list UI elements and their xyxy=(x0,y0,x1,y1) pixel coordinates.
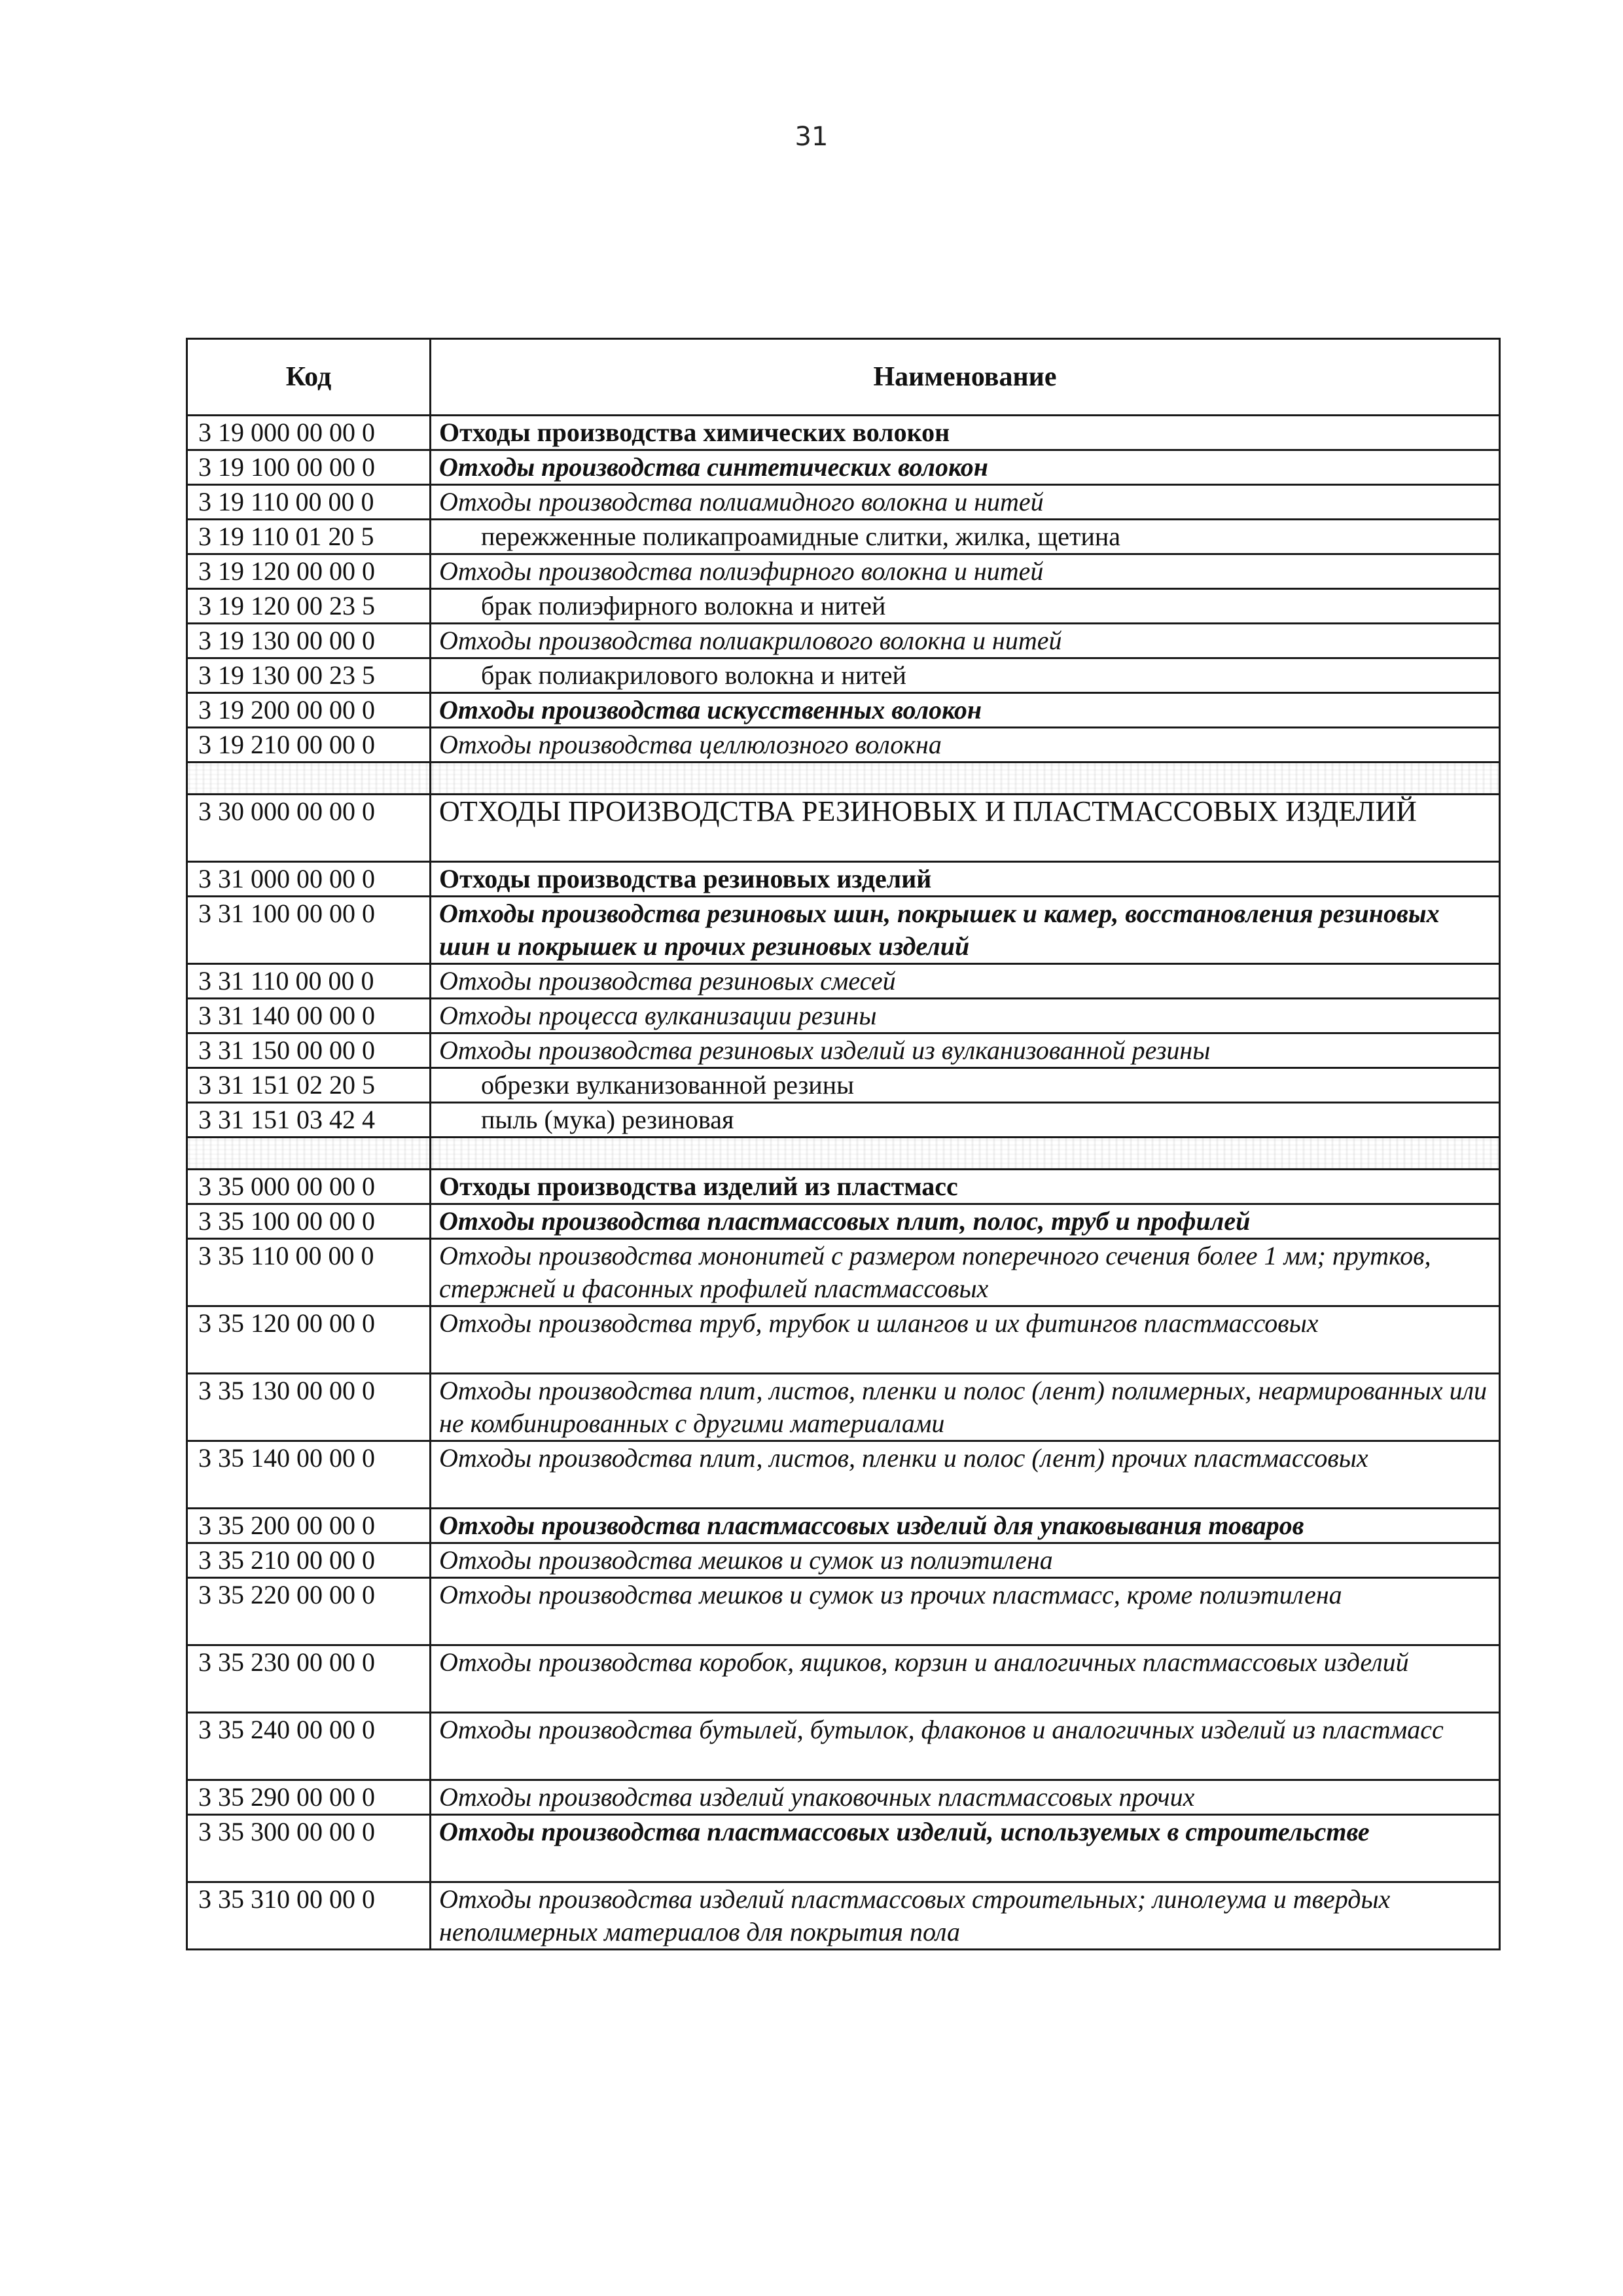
code-cell: 3 35 110 00 00 0 xyxy=(187,1239,431,1306)
code-cell: 3 35 200 00 00 0 xyxy=(187,1509,431,1543)
table-row xyxy=(187,1645,1500,1713)
code-cell: 3 19 110 01 20 5 xyxy=(187,520,431,554)
name-cell: Отходы производства пластмассовых изделий, используемых в строительстве xyxy=(431,1815,1500,1882)
table-row xyxy=(187,658,1500,693)
code-cell: 3 30 000 00 00 0 xyxy=(187,795,431,862)
table-row xyxy=(187,1441,1500,1509)
name-cell: Отходы производства полиэфирного волокна и нитей xyxy=(431,554,1500,589)
code-cell: 3 35 140 00 00 0 xyxy=(187,1441,431,1509)
code-cell: 3 19 120 00 00 0 xyxy=(187,554,431,589)
table-row xyxy=(187,1306,1500,1374)
table-row xyxy=(187,1204,1500,1239)
table-row xyxy=(187,1170,1500,1204)
code-cell: 3 35 300 00 00 0 xyxy=(187,1815,431,1882)
table-row xyxy=(187,1882,1500,1950)
name-cell: Отходы производства синтетических волокон xyxy=(431,450,1500,485)
table-row xyxy=(187,1815,1500,1882)
table-row xyxy=(187,964,1500,999)
code-cell: 3 19 120 00 23 5 xyxy=(187,589,431,624)
code-cell: 3 31 110 00 00 0 xyxy=(187,964,431,999)
name-cell: Отходы производства коробок, ящиков, корзин и аналогичных пластмассовых изделий xyxy=(431,1645,1500,1713)
header-code: Код xyxy=(187,339,431,416)
name-cell: Отходы производства резиновых изделий из вулканизованной резины xyxy=(431,1033,1500,1068)
code-cell: 3 19 000 00 00 0 xyxy=(187,416,431,450)
name-cell: пережженные поликапроамидные слитки, жилка, щетина xyxy=(431,520,1500,554)
name-cell: брак полиакрилового волокна и нитей xyxy=(431,658,1500,693)
code-cell: 3 35 130 00 00 0 xyxy=(187,1374,431,1441)
table-row xyxy=(187,795,1500,862)
name-cell: брак полиэфирного волокна и нитей xyxy=(431,589,1500,624)
name-cell: Отходы производства искусственных волокон xyxy=(431,693,1500,728)
table-gap-row xyxy=(187,762,1500,795)
name-cell: Отходы производства изделий упаковочных пластмассовых прочих xyxy=(431,1780,1500,1815)
table-header-row xyxy=(187,339,1500,416)
name-cell: ОТХОДЫ ПРОИЗВОДСТВА РЕЗИНОВЫХ И ПЛАСТМАССОВЫХ ИЗДЕЛИЙ xyxy=(431,795,1500,862)
code-cell: 3 35 120 00 00 0 xyxy=(187,1306,431,1374)
name-cell: Отходы производства резиновых изделий xyxy=(431,862,1500,897)
code-cell: 3 31 150 00 00 0 xyxy=(187,1033,431,1068)
code-cell xyxy=(187,1138,431,1170)
name-cell: Отходы производства изделий из пластмасс xyxy=(431,1170,1500,1204)
table-row xyxy=(187,554,1500,589)
table-row xyxy=(187,1578,1500,1645)
page-number: 31 xyxy=(794,122,829,152)
name-cell: Отходы производства плит, листов, пленки и полос (лент) полимерных, неармированных или не комбинированных с другими материалами xyxy=(431,1374,1500,1441)
name-cell: Отходы производства пластмассовых плит, полос, труб и профилей xyxy=(431,1204,1500,1239)
table-row xyxy=(187,728,1500,762)
name-cell: Отходы производства пластмассовых изделий для упаковывания товаров xyxy=(431,1509,1500,1543)
code-cell: 3 19 130 00 00 0 xyxy=(187,624,431,658)
table-row xyxy=(187,520,1500,554)
code-cell: 3 31 000 00 00 0 xyxy=(187,862,431,897)
table-row xyxy=(187,589,1500,624)
name-cell: Отходы производства резиновых шин, покрышек и камер, восстановления резиновых шин и покрышек и прочих резиновых изделий xyxy=(431,897,1500,964)
table-row xyxy=(187,1713,1500,1780)
code-cell: 3 35 100 00 00 0 xyxy=(187,1204,431,1239)
table-body xyxy=(187,416,1500,1950)
name-cell: Отходы производства изделий пластмассовых строительных; линолеума и твердых неполимерных материалов для покрытия пола xyxy=(431,1882,1500,1950)
code-cell: 3 35 290 00 00 0 xyxy=(187,1780,431,1815)
code-cell: 3 35 000 00 00 0 xyxy=(187,1170,431,1204)
table-row xyxy=(187,1033,1500,1068)
code-cell: 3 19 210 00 00 0 xyxy=(187,728,431,762)
table-row xyxy=(187,693,1500,728)
name-cell xyxy=(431,1138,1500,1170)
table-row xyxy=(187,416,1500,450)
name-cell xyxy=(431,762,1500,795)
name-cell: Отходы производства мешков и сумок из прочих пластмасс, кроме полиэтилена xyxy=(431,1578,1500,1645)
name-cell: Отходы производства мононитей с размером поперечного сечения более 1 мм; прутков, стержней и фасонных профилей пластмассовых xyxy=(431,1239,1500,1306)
code-cell: 3 31 151 02 20 5 xyxy=(187,1068,431,1103)
table-row xyxy=(187,999,1500,1033)
name-cell: Отходы процесса вулканизации резины xyxy=(431,999,1500,1033)
table-row xyxy=(187,1780,1500,1815)
table-row xyxy=(187,1239,1500,1306)
code-cell: 3 31 100 00 00 0 xyxy=(187,897,431,964)
code-cell: 3 35 220 00 00 0 xyxy=(187,1578,431,1645)
table-gap-row xyxy=(187,1138,1500,1170)
name-cell: Отходы производства полиакрилового волокна и нитей xyxy=(431,624,1500,658)
table-row xyxy=(187,450,1500,485)
name-cell: Отходы производства мешков и сумок из полиэтилена xyxy=(431,1543,1500,1578)
code-cell: 3 35 230 00 00 0 xyxy=(187,1645,431,1713)
table-row xyxy=(187,1103,1500,1138)
code-cell: 3 35 240 00 00 0 xyxy=(187,1713,431,1780)
table-row xyxy=(187,485,1500,520)
code-cell xyxy=(187,762,431,795)
table-row xyxy=(187,624,1500,658)
code-cell: 3 19 100 00 00 0 xyxy=(187,450,431,485)
table-row xyxy=(187,1068,1500,1103)
code-cell: 3 31 140 00 00 0 xyxy=(187,999,431,1033)
name-cell: Отходы производства плит, листов, пленки и полос (лент) прочих пластмассовых xyxy=(431,1441,1500,1509)
name-cell: Отходы производства полиамидного волокна и нитей xyxy=(431,485,1500,520)
code-cell: 3 19 110 00 00 0 xyxy=(187,485,431,520)
name-cell: Отходы производства бутылей, бутылок, флаконов и аналогичных изделий из пластмасс xyxy=(431,1713,1500,1780)
table-row xyxy=(187,1543,1500,1578)
code-cell: 3 19 130 00 23 5 xyxy=(187,658,431,693)
code-cell: 3 19 200 00 00 0 xyxy=(187,693,431,728)
table-row xyxy=(187,1509,1500,1543)
name-cell: пыль (мука) резиновая xyxy=(431,1103,1500,1138)
table-row xyxy=(187,897,1500,964)
code-cell: 3 35 310 00 00 0 xyxy=(187,1882,431,1950)
name-cell: Отходы производства химических волокон xyxy=(431,416,1500,450)
header-name: Наименование xyxy=(431,339,1500,416)
name-cell: Отходы производства целлюлозного волокна xyxy=(431,728,1500,762)
code-cell: 3 35 210 00 00 0 xyxy=(187,1543,431,1578)
table-row xyxy=(187,862,1500,897)
code-cell: 3 31 151 03 42 4 xyxy=(187,1103,431,1138)
table-row xyxy=(187,1374,1500,1441)
name-cell: Отходы производства труб, трубок и шлангов и их фитингов пластмассовых xyxy=(431,1306,1500,1374)
name-cell: обрезки вулканизованной резины xyxy=(431,1068,1500,1103)
waste-code-table xyxy=(186,338,1501,1950)
name-cell: Отходы производства резиновых смесей xyxy=(431,964,1500,999)
